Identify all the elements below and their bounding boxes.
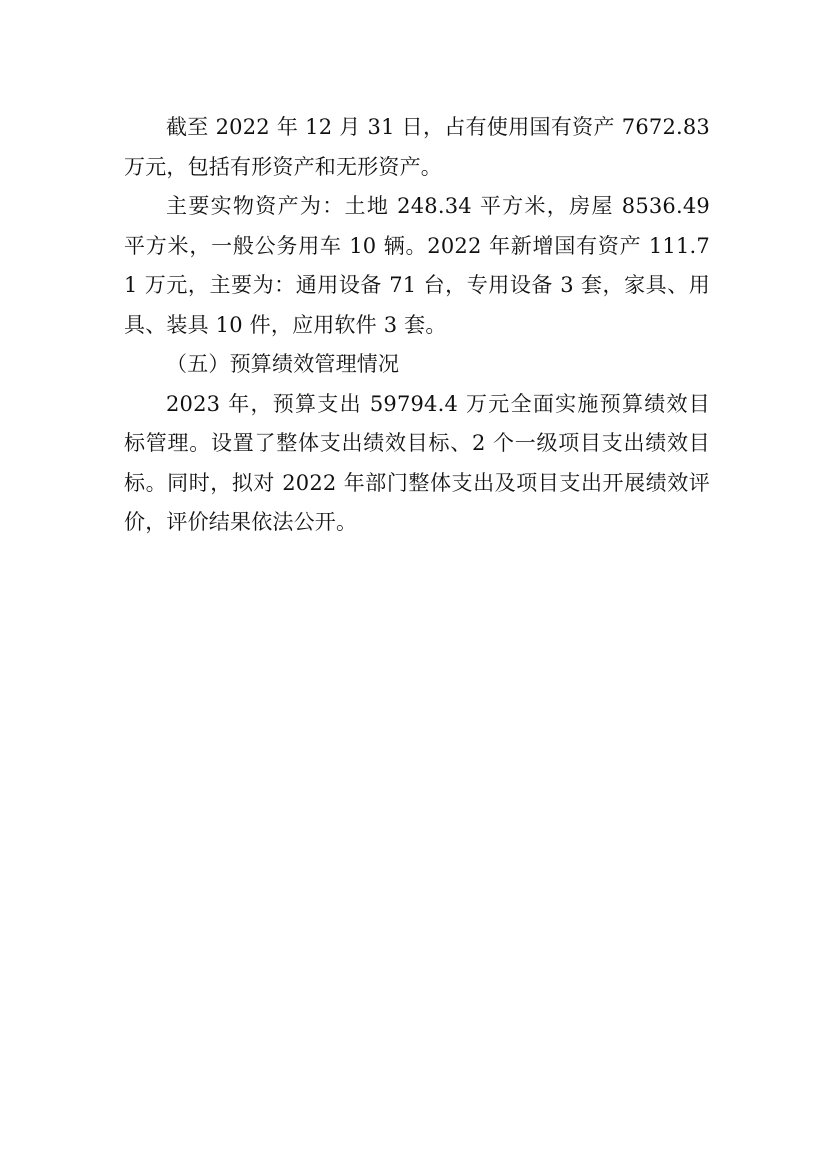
budget-performance-paragraph: 2023 年，预算支出 59794.4 万元全面实施预算绩效目标管理。设置了整体支出绩效目标、2 个一级项目支出绩效目标。同时，拟对 2022 年部门整体支出及项目支出开展绩效评价，评价结果依法公开。	[124, 391, 710, 534]
document-body	[124, 108, 710, 543]
physical-assets-paragraph: 主要实物资产为：土地 248.34 平方米，房屋 8536.49 平方米，一般公务用车 10 辆。2022 年新增国有资产 111.71 万元，主要为：通用设备 71 台，专用设备 3 套，家具、用具、装具 10 件，应用软件 3 套。	[124, 194, 710, 337]
section-heading-budget-performance: （五）预算绩效管理情况	[166, 352, 400, 376]
assets-summary-paragraph: 截至 2022 年 12 月 31 日，占有使用国有资产 7672.83 万元，包括有形资产和无形资产。	[124, 115, 710, 179]
